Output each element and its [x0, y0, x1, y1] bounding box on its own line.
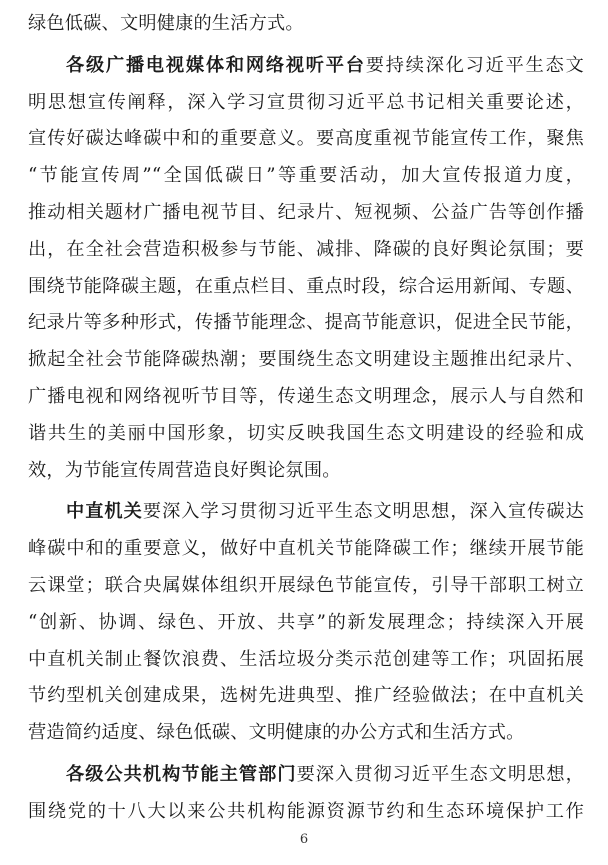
page-number: 6 [299, 832, 309, 847]
text-line [28, 48, 584, 85]
text-span: 要深入学习贯彻习近平生态文明思想，深入宣传碳达 [142, 501, 584, 523]
text-line: 纪录片等多种形式，传播节能理念、提高节能意识，促进全民节能， [28, 312, 584, 334]
text-span: 要深入贯彻习近平生态文明思想， [296, 763, 584, 785]
text-line: 营造简约适度、绿色低碳、文明健康的办公方式和生活方式。 [28, 722, 525, 744]
text-line: 出，在全社会营造积极参与节能、减排、降碳的良好舆论氛围；要 [28, 238, 584, 260]
text-line: 宣传好碳达峰碳中和的重要意义。要高度重视节能宣传工作，聚焦 [28, 128, 584, 150]
text-line: 谐共生的美丽中国形象，切实反映我国生态文明建设的经验和成 [28, 422, 584, 444]
text-line: 效，为节能宣传周营造良好舆论氛围。 [28, 459, 341, 481]
text-span: 要持续深化习近平生态文 [365, 54, 584, 76]
text-line [28, 494, 584, 531]
text-line: 云课堂；联合央属媒体组织开展绿色节能宣传，引导干部职工树立 [28, 574, 584, 596]
text-line: 掀起全社会节能降碳热潮；要围绕生态文明建设主题推出纪录片、 [28, 349, 584, 371]
text-line: 明思想宣传阐释，深入学习宣贯彻习近平总书记相关重要论述， [28, 91, 584, 113]
text-line [28, 757, 584, 794]
paragraph-lead: 各级公共机构节能主管部门 [66, 763, 297, 785]
text-line: 围绕节能降碳主题，在重点栏目、重点时段，综合运用新闻、专题、 [28, 275, 584, 297]
text-line: 绿色低碳、文明健康的生活方式。 [28, 13, 304, 34]
text-line: “创新、协调、绿色、开放、共享”的新发展理念；持续深入开展 [28, 611, 584, 633]
paragraph-lead: 中直机关 [66, 501, 143, 523]
body-text [28, 6, 584, 831]
text-line: 中直机关制止餐饮浪费、生活垃圾分类示范创建等工作；巩固拓展 [28, 648, 584, 670]
text-line: 节约型机关创建成果，选树先进典型、推广经验做法；在中直机关 [28, 685, 584, 707]
text-line: 广播电视和网络视听节目等，传递生态文明理念，展示人与自然和 [28, 385, 584, 407]
text-line: 峰碳中和的重要意义，做好中直机关节能降碳工作；继续开展节能 [28, 538, 584, 560]
text-line: 推动相关题材广播电视节目、纪录片、短视频、公益广告等创作播 [28, 201, 584, 223]
text-line: “节能宣传周”“全国低碳日”等重要活动，加大宣传报道力度， [28, 165, 584, 187]
text-line: 围绕党的十八大以来公共机构能源资源节约和生态环境保护工作 [28, 800, 584, 822]
paragraph-lead: 各级广播电视媒体和网络视听平台 [66, 54, 366, 76]
